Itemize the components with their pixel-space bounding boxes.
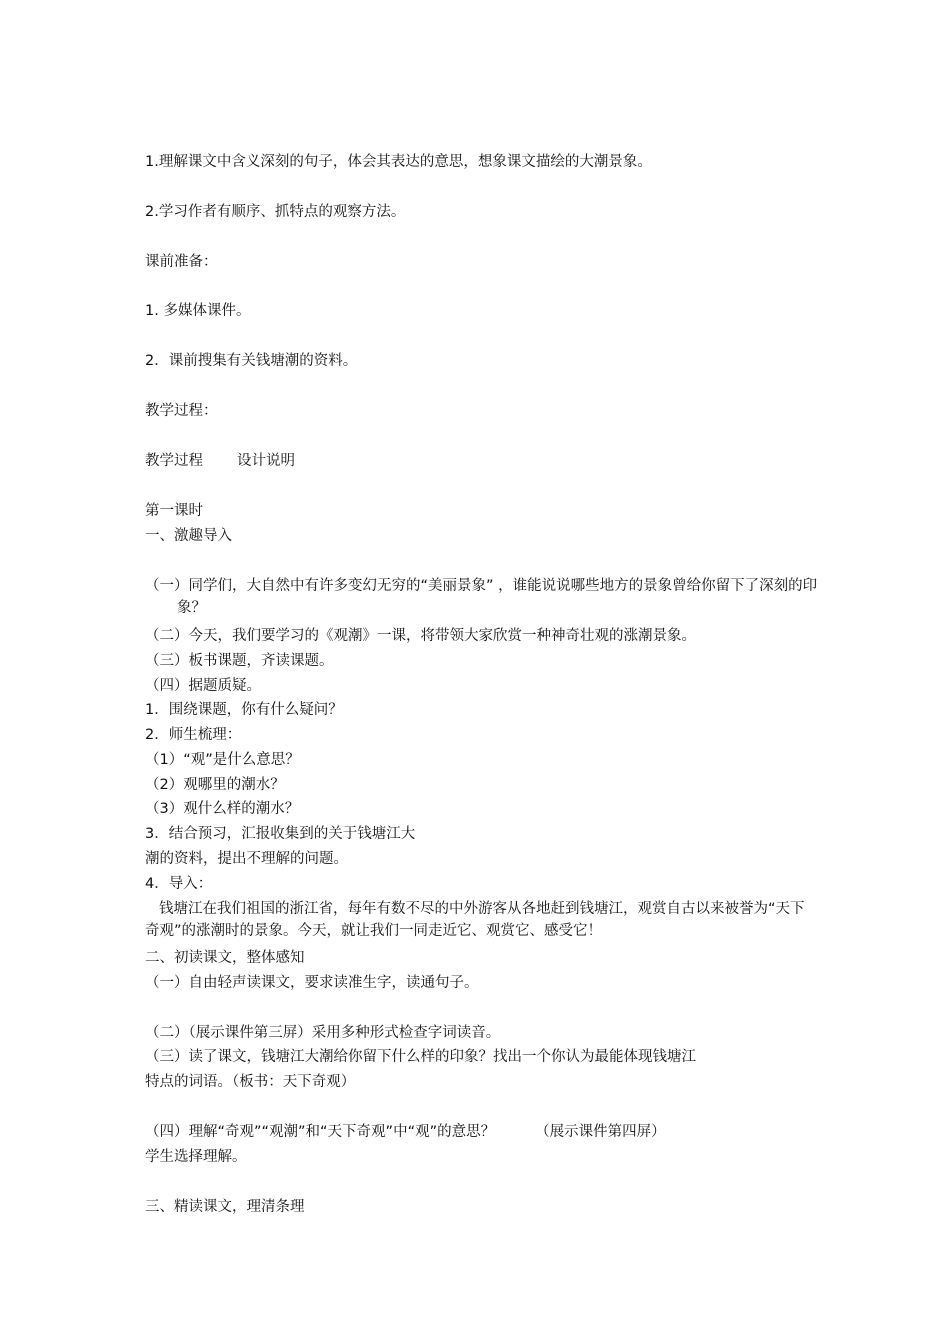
- objective-1: 1.理解课文中含义深刻的句子，体会其表达的意思，想象课文描绘的大潮景象。: [145, 154, 652, 170]
- section-1-item-3: （三）板书课题，齐读课题。: [145, 653, 334, 669]
- section-2-item-4-question: （四）理解“奇观”“观潮”和“天下奇观”中“观”的意思？: [145, 1124, 496, 1140]
- section-2-item-4-line-1: [145, 1121, 666, 1143]
- prep-item-1: 1. 多媒体课件。: [145, 303, 251, 319]
- question-2a: （1）“观”是什么意思？: [145, 752, 300, 768]
- section-1-item-4: （四）据题质疑。: [145, 678, 261, 694]
- question-3-line-2: 潮的资料，提出不理解的问题。: [145, 851, 348, 867]
- section-1-item-1: （一）同学们，大自然中有许多变幻无穷的“美丽景象” ，谁能说说哪些地方的景象曾给你留下了深刻的印象？: [145, 578, 818, 616]
- section-1-title: 一、激趣导入: [145, 528, 232, 544]
- section-1-item-2: （二）今天，我们要学习的《观潮》一课，将带领大家欣赏一种神奇壮观的涨潮景象。: [145, 628, 696, 644]
- prep-item-2: 2．课前搜集有关钱塘潮的资料。: [145, 353, 358, 369]
- section-2-item-4-note: （展示课件第四屏）: [535, 1124, 666, 1140]
- section-2-item-4-line-2: 学生选择理解。: [145, 1149, 247, 1165]
- intro-paragraph: 钱塘江在我们祖国的浙江省，每年有数不尽的中外游客从各地赶到钱塘江，观赏自古以来被誉为“天下奇观”的涨潮时的景象。今天，就让我们一同走近它、观赏它、感受它！: [145, 901, 805, 939]
- objective-2: 2.学习作者有顺序、抓特点的观察方法。: [145, 204, 406, 220]
- section-2-item-1: （一）自由轻声读课文，要求读准生字，读通句子。: [145, 975, 479, 991]
- table-header-notes: 设计说明: [237, 453, 295, 469]
- process-heading: 教学过程：: [145, 403, 218, 419]
- section-2-item-3-line-1: （三）读了课文，钱塘江大潮给你留下什么样的印象？找出一个你认为最能体现钱塘江: [145, 1049, 696, 1065]
- question-4: 4．导入：: [145, 876, 213, 892]
- table-header-process: 教学过程: [145, 453, 203, 469]
- section-2-item-2: （二）（展示课件第三屏）采用多种形式检查字词读音。: [145, 1025, 501, 1041]
- table-header: [145, 450, 295, 472]
- question-2c: （3）观什么样的潮水？: [145, 801, 300, 817]
- section-2-title: 二、初读课文，整体感知: [145, 950, 305, 966]
- prep-heading: 课前准备：: [145, 254, 218, 270]
- lesson-title: 第一课时: [145, 503, 203, 519]
- section-2-item-3-line-2: 特点的词语。（板书：天下奇观）: [145, 1074, 356, 1090]
- question-2: 2．师生梳理：: [145, 727, 242, 743]
- question-2b: （2）观哪里的潮水？: [145, 777, 285, 793]
- question-1: 1．围绕课题，你有什么疑问？: [145, 702, 343, 718]
- section-3-title: 三、精读课文，理清条理: [145, 1199, 305, 1215]
- question-3-line-1: 3．结合预习，汇报收集到的关于钱塘江大: [145, 826, 416, 842]
